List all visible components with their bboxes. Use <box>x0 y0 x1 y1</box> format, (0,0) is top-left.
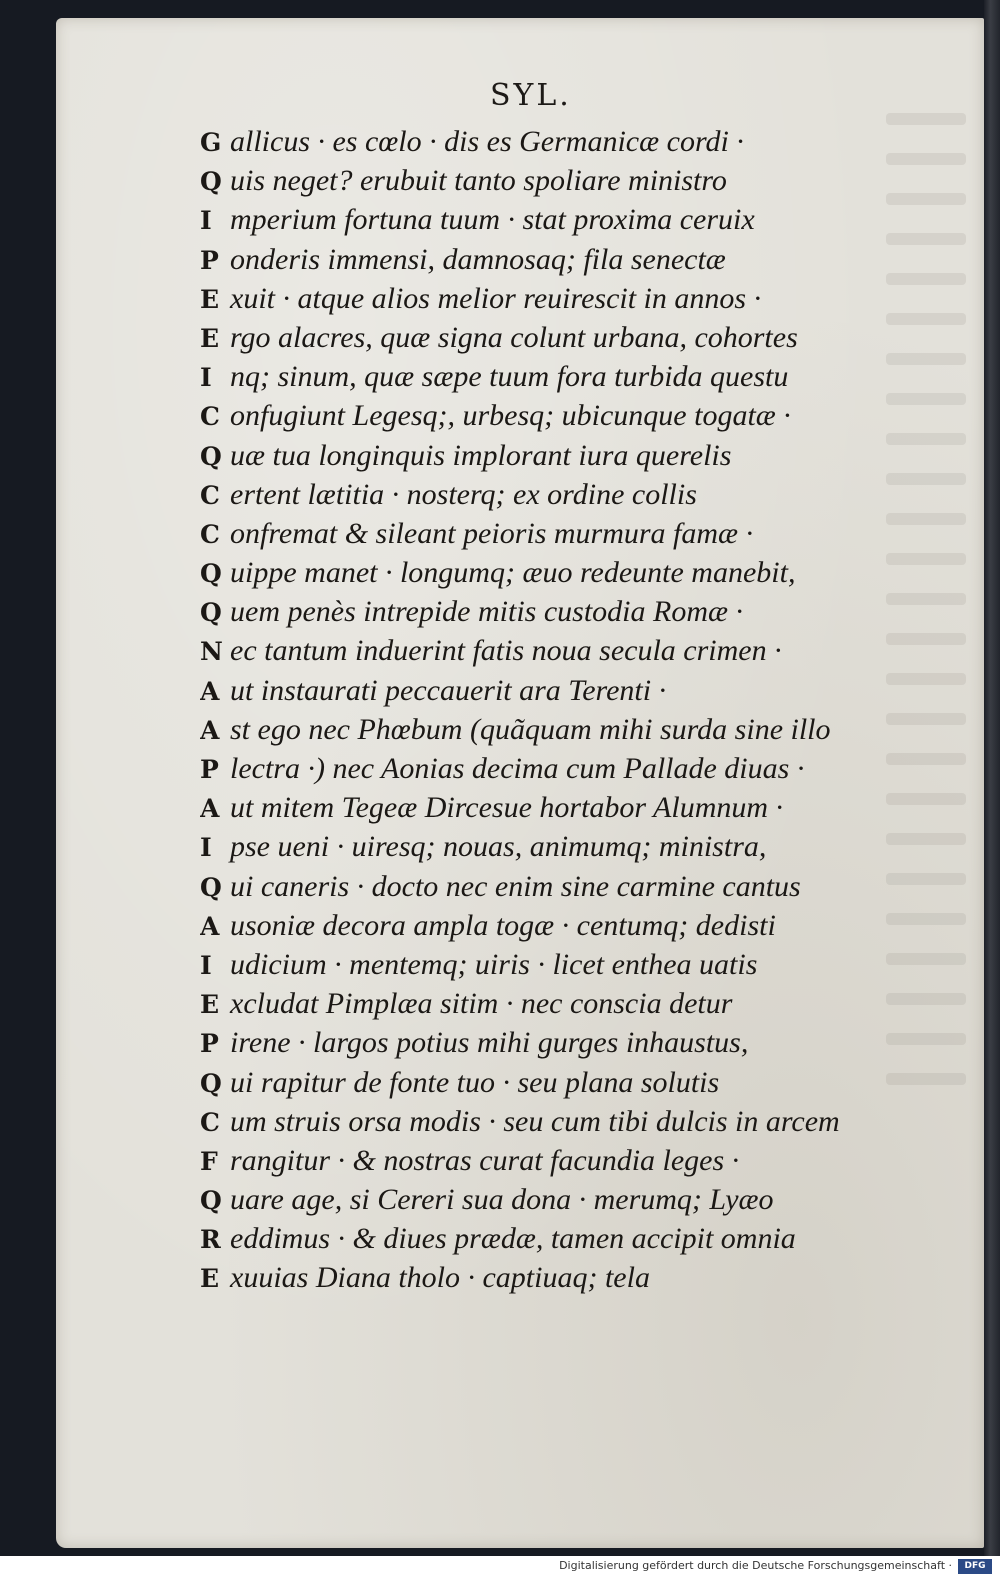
verse-text: uæ tua longinquis implorant iura querelis <box>230 438 732 472</box>
verse-line <box>200 749 920 788</box>
verse-line <box>200 1180 920 1219</box>
verse-line <box>200 1141 920 1180</box>
verse-text: xuit · atque alios melior reuirescit in annos · <box>230 281 762 315</box>
verse-initial: I <box>200 363 212 393</box>
verse-text: usoniæ decora ampla togæ · centumq; dedisti <box>230 908 776 942</box>
verse-initial: A <box>200 911 220 941</box>
verse-initial: C <box>200 402 220 432</box>
verse-text: rangitur · & nostras curat facundia leges · <box>230 1143 740 1177</box>
verse-text: uippe manet · longumq; æuo redeunte manebit, <box>230 556 796 590</box>
verse-initial: Q <box>200 1068 222 1098</box>
verse-initial: Q <box>200 559 222 589</box>
verse-initial: P <box>200 245 219 275</box>
verse-initial: G <box>200 128 222 157</box>
verse-text: onfugiunt Legesq;, urbesq; ubicunque togatæ · <box>230 399 791 433</box>
verse-line <box>200 1102 920 1141</box>
verse-text: nq; sinum, quæ sæpe tuum fora turbida questu <box>230 360 789 394</box>
verse-initial: A <box>200 676 220 706</box>
verse-line <box>200 436 920 475</box>
verse-initial: A <box>200 715 220 745</box>
verse-initial: I <box>200 950 212 980</box>
verse-line <box>200 592 920 631</box>
verse-text: ui caneris · docto nec enim sine carmine cantus <box>230 869 801 903</box>
verse-line <box>200 984 920 1023</box>
verse-text: udicium · mentemq; uiris · licet enthea uatis <box>230 947 758 981</box>
dfg-logo: DFG <box>958 1559 992 1574</box>
verse-line <box>200 867 920 906</box>
verse-line <box>200 553 920 592</box>
verse-line <box>200 710 920 749</box>
verse-line <box>200 475 920 514</box>
verse-text: irene · largos potius mihi gurges inhaustus, <box>230 1026 749 1060</box>
verse-initial: R <box>200 1225 221 1255</box>
verse-initial: I <box>200 206 212 236</box>
verse-line <box>200 671 920 710</box>
footer-bar <box>0 1556 1000 1578</box>
verse-line <box>200 827 920 866</box>
verse-initial: Q <box>200 872 222 902</box>
verse-initial: F <box>200 1146 218 1176</box>
verse-text: ertent lætitia · nosterq; ex ordine collis <box>230 477 697 511</box>
verse-initial: C <box>200 519 220 549</box>
verse-line <box>200 122 920 161</box>
verse-text: pse ueni · uiresq; nouas, animumq; ministra, <box>230 830 767 864</box>
verse-text: uare age, si Cereri sua dona · merumq; Lyæo <box>230 1183 774 1217</box>
verse-text: ut mitem Tegeæ Dircesue hortabor Alumnum · <box>230 791 784 825</box>
verse-initial: C <box>200 1107 220 1137</box>
verse-line <box>200 279 920 318</box>
verse-text: ec tantum induerint fatis noua secula crimen · <box>230 634 782 668</box>
verse-line <box>200 357 920 396</box>
verse-initial: Q <box>200 1186 222 1216</box>
verse-line <box>200 161 920 200</box>
verse-initial: A <box>200 794 220 824</box>
verse-initial: N <box>200 637 223 667</box>
verse-line <box>200 788 920 827</box>
verse-line <box>200 240 920 279</box>
verse-text: allicus · es cœlo · dis es Germanicæ cordi · <box>230 125 744 158</box>
running-head: SYL. <box>490 78 572 113</box>
verse-initial: C <box>200 480 220 510</box>
verse-list <box>200 122 920 1298</box>
verse-initial: Q <box>200 167 222 197</box>
verse-text: eddimus · & diues prædæ, tamen accipit omnia <box>230 1222 796 1256</box>
verse-line <box>200 1219 920 1258</box>
verse-text: rgo alacres, quæ signa colunt urbana, cohortes <box>230 320 798 354</box>
verse-text: xcludat Pimplæa sitim · nec conscia detur <box>230 987 733 1021</box>
book-edge <box>984 0 1000 1556</box>
verse-initial: I <box>200 833 212 863</box>
verse-initial: E <box>200 323 220 353</box>
verse-line <box>200 906 920 945</box>
verse-text: uem penès intrepide mitis custodia Romæ · <box>230 595 743 629</box>
verse-line <box>200 318 920 357</box>
verse-initial: E <box>200 284 220 314</box>
verse-text: ut instaurati peccauerit ara Terenti · <box>230 673 667 707</box>
verse-line <box>200 1023 920 1062</box>
verse-initial: P <box>200 755 219 784</box>
verse-text: st ego nec Phœbum (quãquam mihi surda sine illo <box>230 712 831 746</box>
verse-line <box>200 1063 920 1102</box>
verse-text: xuuias Diana tholo · captiuaq; tela <box>230 1261 650 1295</box>
footer-credit: Digitalisierung gefördert durch die Deutsche Forschungsgemeinschaft · <box>559 1559 952 1572</box>
verse-text: lectra ·) nec Aonias decima cum Pallade diuas · <box>230 752 805 785</box>
verse-text: onderis immensi, damnosaq; fila senectæ <box>230 242 726 276</box>
verse-initial: E <box>200 1264 220 1294</box>
verse-text: onfremat & sileant peioris murmura famæ · <box>230 516 754 550</box>
verse-initial: Q <box>200 441 222 471</box>
verse-initial: P <box>200 1029 219 1059</box>
verse-line <box>200 200 920 239</box>
verse-line <box>200 945 920 984</box>
verse-text: mperium fortuna tuum · stat proxima ceruix <box>230 203 755 237</box>
verse-line <box>200 396 920 435</box>
verse-text: uis neget? erubuit tanto spoliare ministro <box>230 164 727 198</box>
verse-text: ui rapitur de fonte tuo · seu plana solutis <box>230 1065 720 1099</box>
verse-initial: Q <box>200 598 222 628</box>
verse-line <box>200 1258 920 1297</box>
verse-line <box>200 514 920 553</box>
verse-text: um struis orsa modis · seu cum tibi dulcis in arcem <box>230 1104 840 1138</box>
verse-line <box>200 631 920 670</box>
verse-initial: E <box>200 990 220 1020</box>
